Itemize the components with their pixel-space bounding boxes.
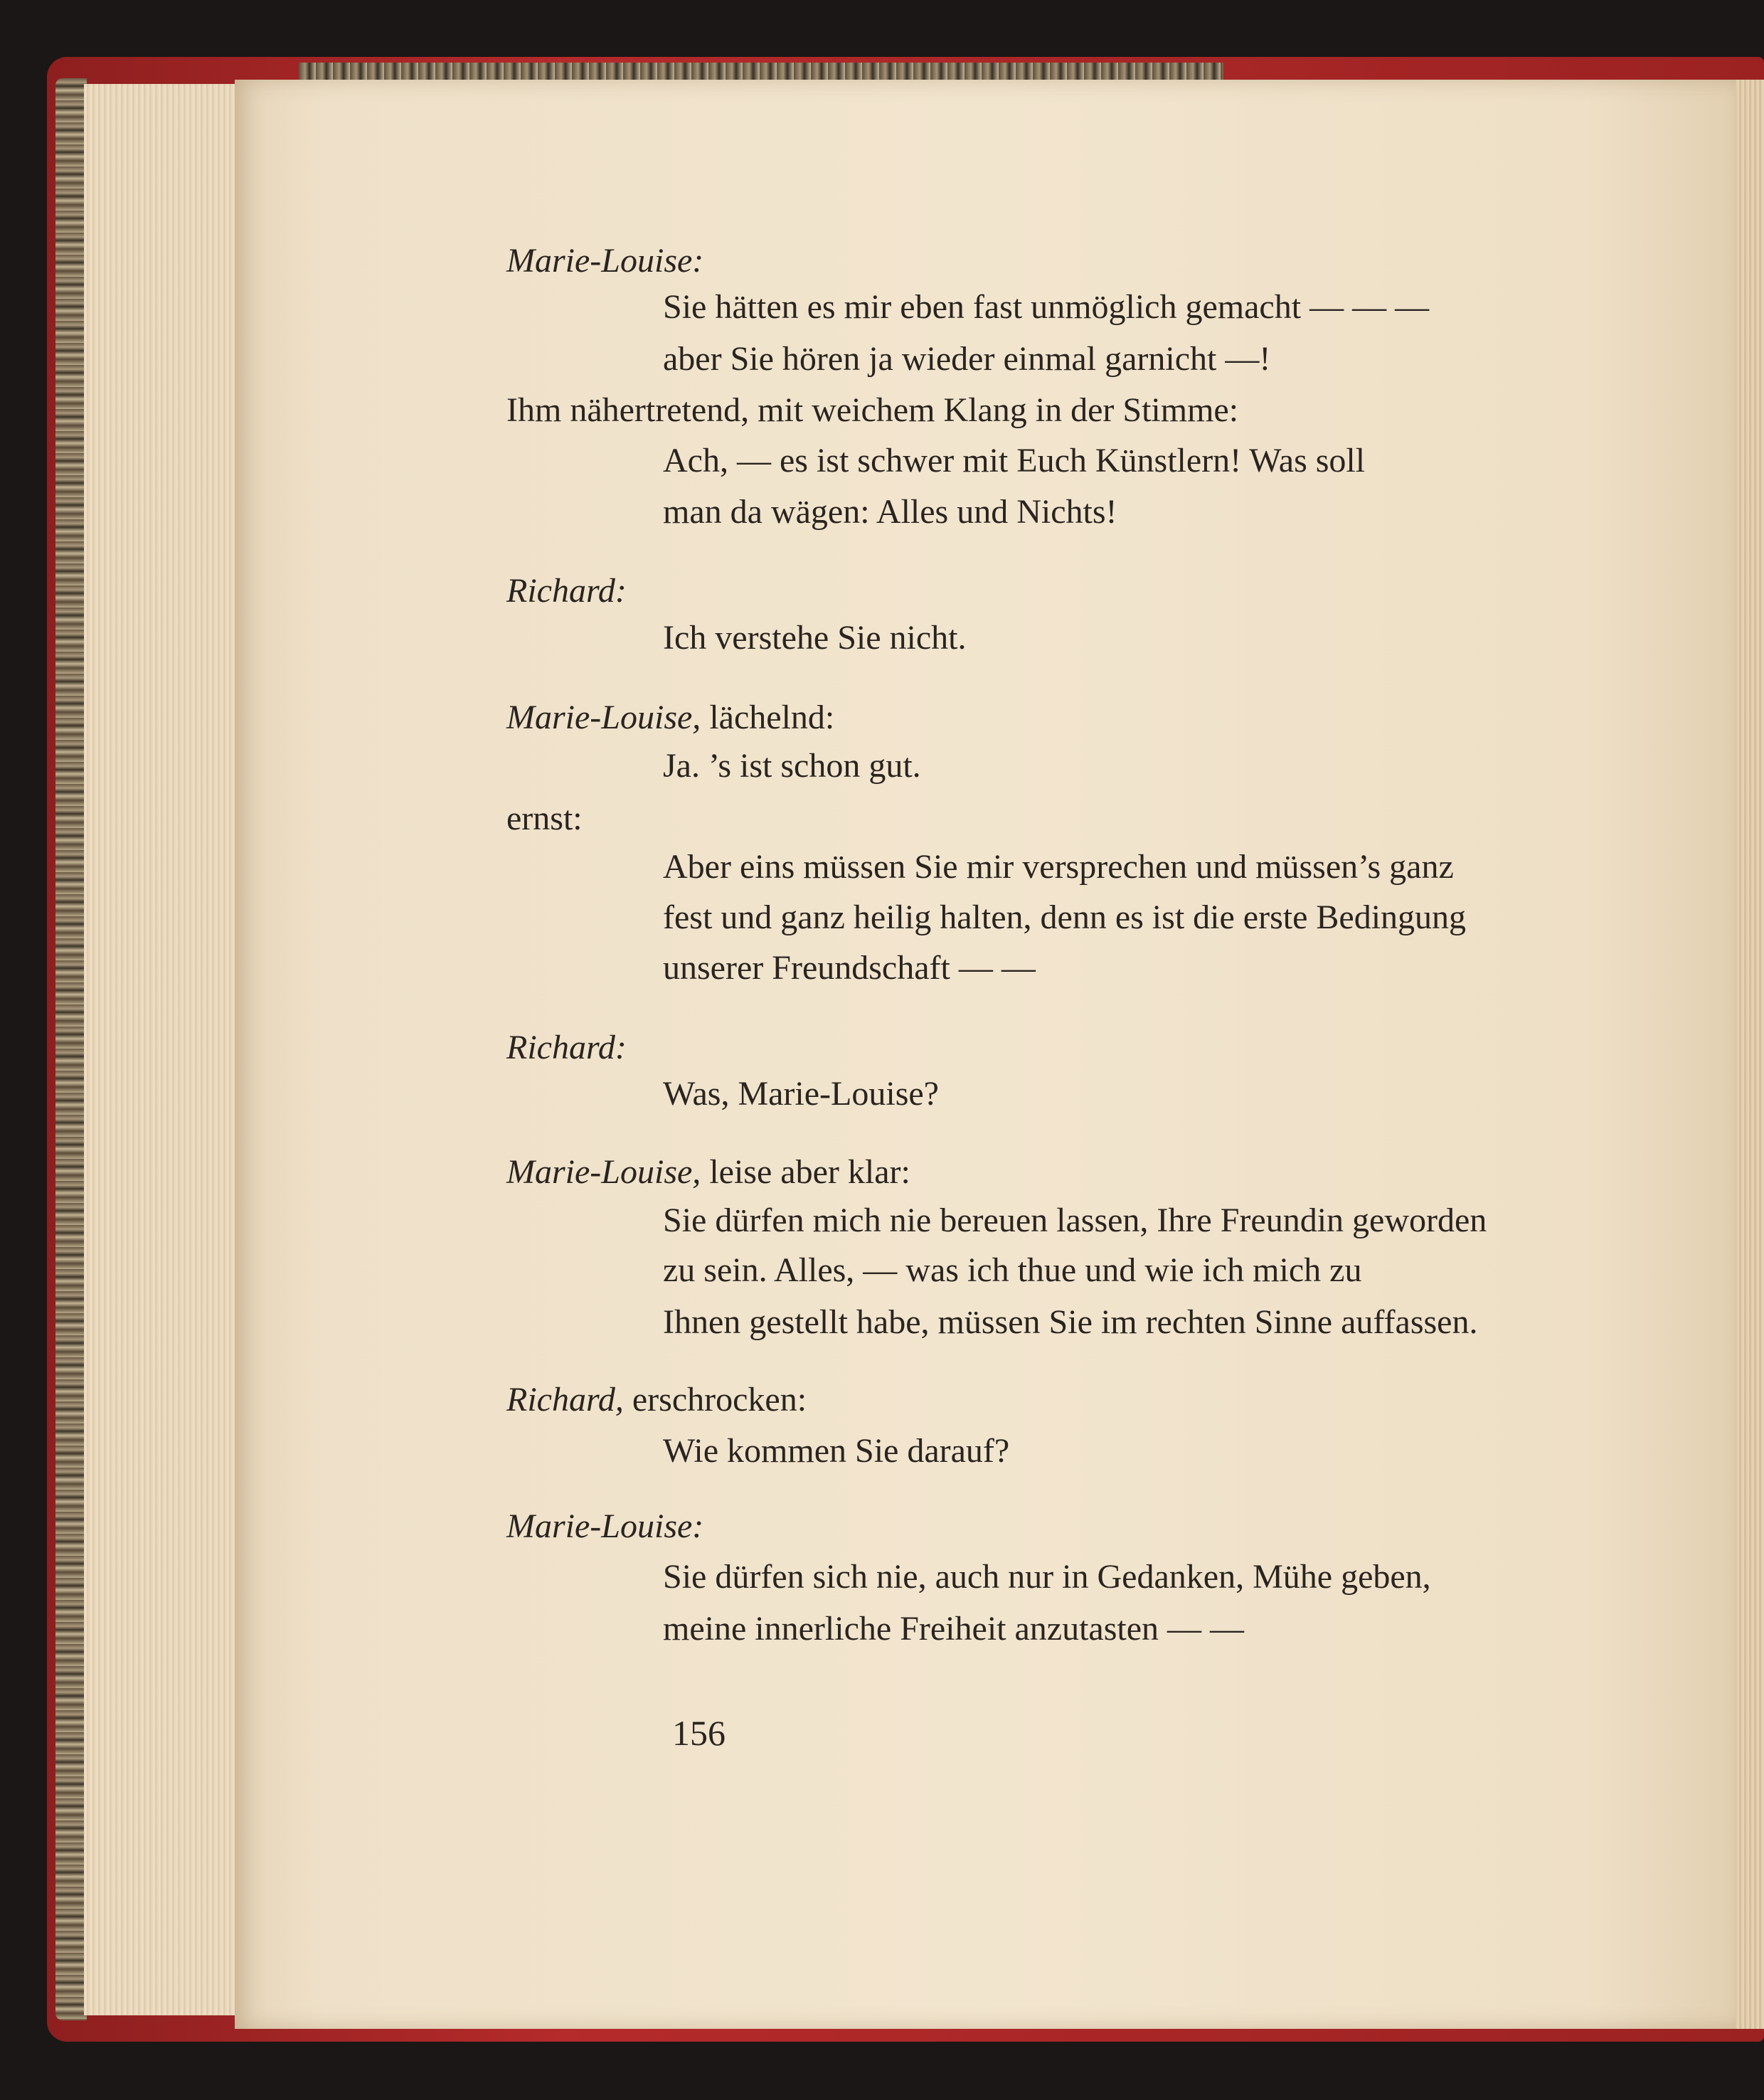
dialogue-line: Sie dürfen sich nie, auch nur in Gedanken, Mühe geben, <box>663 1558 1431 1596</box>
speaker-label: Marie-Louise, <box>506 1153 701 1191</box>
dialogue-line: Ja. ’s ist schon gut. <box>663 747 921 785</box>
speaker-line <box>506 1374 807 1426</box>
dialogue-line: Wie kommen Sie darauf? <box>663 1432 1010 1470</box>
dialogue-line: Was, Marie-Louise? <box>663 1075 939 1113</box>
dialogue-line: zu sein. Alles, — was ich thue und wie ich mich zu <box>663 1251 1362 1289</box>
speaker-label: Richard, <box>506 1381 624 1418</box>
speaker-line <box>506 1147 910 1198</box>
page-number: 156 <box>672 1713 726 1753</box>
speaker-label: Richard: <box>506 572 627 610</box>
dialogue-line: meine innerliche Freiheit anzutasten — — <box>663 1610 1245 1648</box>
speaker-label: Richard: <box>506 1029 627 1066</box>
dialogue-line: Ich verstehe Sie nicht. <box>663 619 967 657</box>
speaker-line <box>506 692 834 743</box>
speaker-label: Marie-Louise: <box>506 242 704 280</box>
dialogue-line: aber Sie hören ja wieder einmal garnicht —! <box>663 340 1271 378</box>
dialogue-line: Sie hätten es mir eben fast unmöglich gemacht — — — <box>663 288 1430 326</box>
dialogue-line: Ach, — es ist schwer mit Euch Künstlern! Was soll <box>663 442 1366 479</box>
page-stack <box>84 84 255 2015</box>
stage-direction: ernst: <box>506 800 583 837</box>
stage-direction: leise aber klar: <box>709 1153 910 1191</box>
speaker-label: Marie-Louise: <box>506 1507 704 1545</box>
dialogue-line: Aber eins müssen Sie mir versprechen und müssen’s ganz <box>663 848 1454 886</box>
dialogue-line: unserer Freundschaft — — <box>663 949 1036 987</box>
dialogue-line: man da wägen: Alles und Nichts! <box>663 493 1117 531</box>
page-right-edge <box>1736 80 1764 2029</box>
stage-direction: Ihm nähertretend, mit weichem Klang in der Stimme: <box>506 391 1239 429</box>
dialogue-line: Ihnen gestellt habe, müssen Sie im rechten Sinne auffassen. <box>663 1303 1478 1341</box>
marbled-edge <box>55 78 87 2020</box>
marbled-top-edge <box>299 63 1223 81</box>
stage-direction: erschrocken: <box>632 1381 807 1418</box>
stage-direction: lächelnd: <box>709 699 835 736</box>
dialogue-line: fest und ganz heilig halten, denn es ist die erste Bedingung <box>663 898 1467 936</box>
dialogue-line: Sie dürfen mich nie bereuen lassen, Ihre Freundin geworden <box>663 1202 1487 1239</box>
speaker-label: Marie-Louise, <box>506 699 701 736</box>
